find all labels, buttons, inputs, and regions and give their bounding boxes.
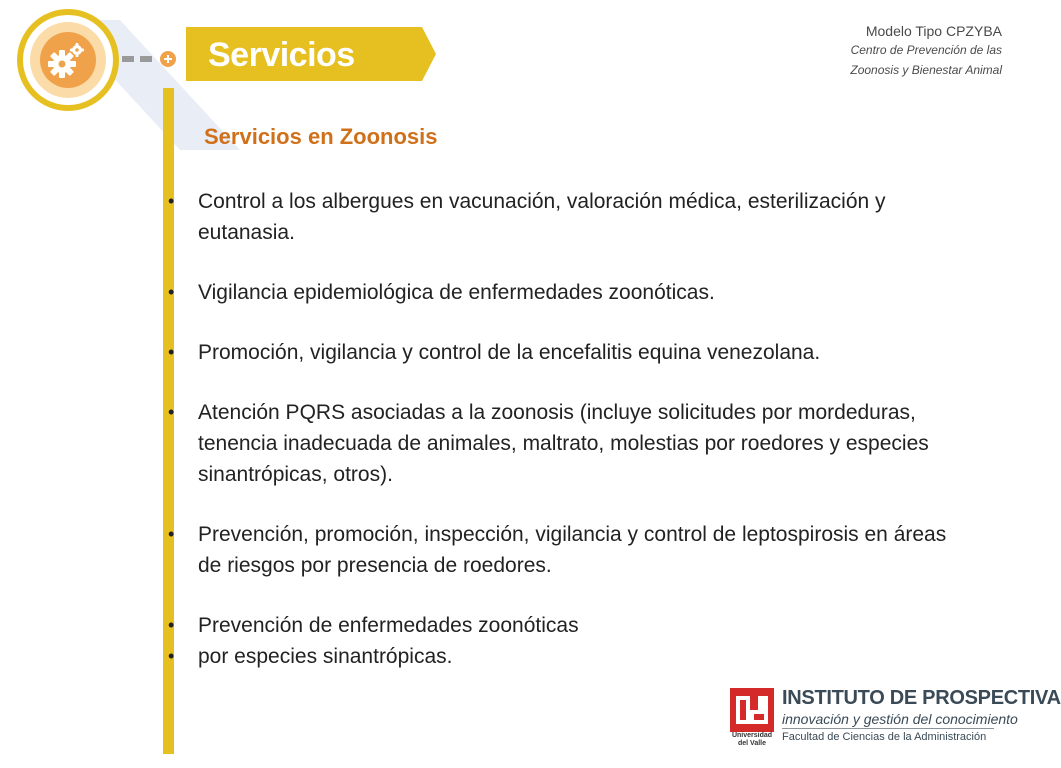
bullet: • xyxy=(168,615,175,635)
list-item-text: por especies sinantrópicas. xyxy=(198,645,453,668)
bullet: • xyxy=(168,646,175,666)
bullet: • xyxy=(168,342,175,362)
center-name-line1: Centro de Prevención de las xyxy=(850,43,1002,57)
page-title: Servicios xyxy=(208,36,355,74)
list-item xyxy=(168,641,958,672)
bullet: • xyxy=(168,524,175,544)
university-logo-icon xyxy=(730,688,774,732)
university-name: Universidad del Valle xyxy=(731,732,773,747)
list-item-text: Control a los albergues en vacunación, valoración médica, esterilización y eutanasia. xyxy=(198,190,886,244)
header-info xyxy=(850,22,1002,80)
list-item xyxy=(168,397,958,490)
institute-tagline: innovación y gestión del conocimiento xyxy=(782,711,1018,727)
bullet: • xyxy=(168,402,175,422)
section-subtitle: Servicios en Zoonosis xyxy=(204,124,438,149)
faculty-name: Facultad de Ciencias de la Administración xyxy=(782,731,987,743)
bullet: • xyxy=(168,191,175,211)
list-item-text: Prevención, promoción, inspección, vigilancia y control de leptospirosis en áreas de riesgos por presencia de roedores. xyxy=(198,523,947,577)
list-item xyxy=(168,186,958,248)
institute-name: INSTITUTO DE PROSPECTIVA xyxy=(782,687,1061,709)
list-item-text: Vigilancia epidemiológica de enfermedades zoonóticas. xyxy=(198,281,715,304)
list-item-text: Prevención de enfermedades zoonóticas xyxy=(198,614,579,637)
list-item-text: Atención PQRS asociadas a la zoonosis (incluye solicitudes por mordeduras, tenencia inadecuada de animales, maltrato, molestias por roedores y especies sinantrópicas, otros). xyxy=(198,401,929,486)
model-name: Modelo Tipo CPZYBA xyxy=(865,23,1002,39)
list-item-text: Promoción, vigilancia y control de la encefalitis equina venezolana. xyxy=(198,341,821,364)
institute-logo xyxy=(730,687,1061,748)
center-name-line2: Zoonosis y Bienestar Animal xyxy=(850,63,1002,77)
list-item xyxy=(168,277,958,308)
list-item xyxy=(168,519,958,581)
list-item xyxy=(168,610,958,641)
bullet: • xyxy=(168,282,175,302)
plus-icon xyxy=(160,51,176,67)
services-list xyxy=(168,186,958,672)
list-item xyxy=(168,337,958,368)
logo-divider xyxy=(782,728,994,729)
